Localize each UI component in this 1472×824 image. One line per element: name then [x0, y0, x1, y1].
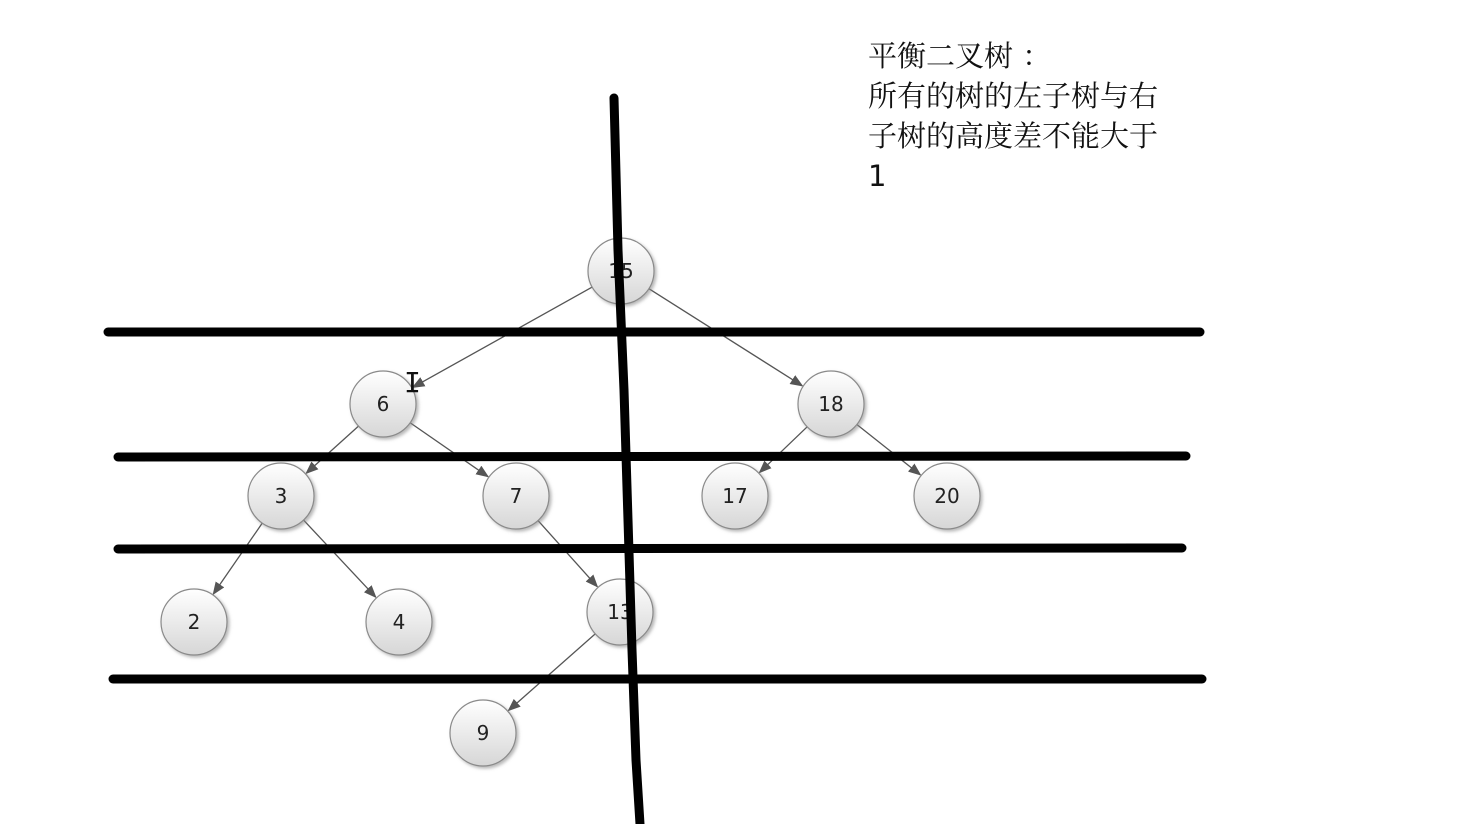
tree-node-label: 17: [722, 484, 748, 508]
level-line-3: [118, 548, 1182, 549]
tree-edge-3-2: [213, 523, 262, 594]
note-title: 平衡二叉树 ：: [868, 39, 1052, 73]
tree-node-9: [450, 700, 516, 766]
tree-edge-6-3: [306, 426, 358, 473]
tree-edge-15-18: [649, 289, 802, 386]
tree-node-20: [914, 463, 980, 529]
tree-edge-6-7: [410, 423, 488, 477]
tree-node-4: [366, 589, 432, 655]
tree-node-7: [483, 463, 549, 529]
note-line-2: 子树的高度差不能大于: [868, 119, 1159, 153]
tree-edge-18-17: [760, 427, 808, 473]
tree-node-label: 7: [509, 484, 523, 508]
text-cursor-icon: I: [404, 366, 421, 399]
tree-node-label: 4: [392, 610, 406, 634]
tree-node-label: 6: [376, 392, 390, 416]
tree-node-label: 15: [608, 259, 634, 283]
tree-nodes: [161, 238, 980, 766]
tree-edge-3-4: [304, 520, 376, 597]
tree-node-13: [587, 579, 653, 645]
level-line-2: [118, 456, 1186, 457]
tree-node-label: 13: [607, 600, 633, 624]
tree-node-label: 9: [476, 721, 490, 745]
tree-node-label: 18: [818, 392, 844, 416]
tree-node-2: [161, 589, 227, 655]
tree-node-label: 2: [187, 610, 201, 634]
tree-edge-15-6: [413, 287, 593, 387]
tree-node-label: 20: [934, 484, 960, 508]
tree-edge-18-20: [857, 425, 921, 475]
tree-node-3: [248, 463, 314, 529]
note-line-3: 1: [868, 159, 887, 193]
tree-edge-13-9: [508, 634, 595, 711]
tree-node-18: [798, 371, 864, 437]
tree-edges: [213, 287, 920, 710]
tree-edge-7-13: [538, 521, 597, 587]
tree-node-17: [702, 463, 768, 529]
tree-node-label: 3: [274, 484, 288, 508]
note-line-1: 所有的树的左子树与右: [868, 79, 1159, 113]
